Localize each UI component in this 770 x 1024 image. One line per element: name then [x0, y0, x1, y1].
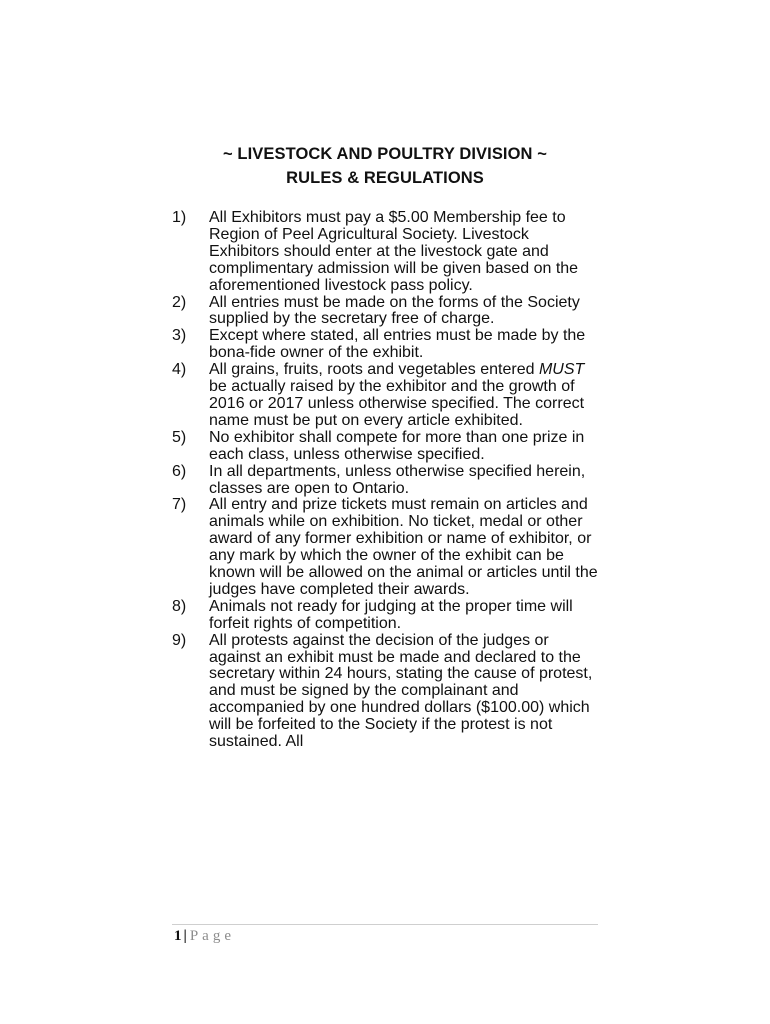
rule-number: 1): [172, 209, 187, 226]
rule-item: [172, 328, 602, 362]
rule-item: [172, 430, 602, 464]
rule-text: Except where stated, all entries must be made by the bona-fide owner of the exhibit.: [209, 327, 586, 362]
rule-number: 8): [172, 597, 187, 615]
page-label: Page: [189, 928, 235, 944]
rules-list: [172, 210, 602, 751]
rule-item: [172, 295, 602, 329]
rule-item: [172, 497, 602, 598]
rule-text: Animals not ready for judging at the proper time will forfeit rights of competition.: [209, 597, 573, 632]
page-footer: [174, 928, 235, 945]
footer-divider: [172, 924, 598, 925]
rule-text: All protests against the decision of the judges or against an exhibit must be made and declared to the secretary within 24 hours, stating the cause of protest, and must be signed by the complainant and accompanied by one hundred dollars ($100.00) which will be forfeited to the Society if the protest is not sustained. All: [209, 631, 593, 751]
rule-text: All Exhibitors must pay a $5.00 Membership fee to Region of Peel Agricultural Society. Livestock Exhibitors should enter at the livestock gate and complimentary admission will be given based on the aforementioned livestock pass policy.: [209, 209, 579, 294]
rule-emphasis: MUST: [538, 361, 585, 379]
rule-number: 9): [172, 631, 187, 649]
rule-text: No exhibitor shall compete for more than one prize in each class, unless otherwise specified.: [209, 428, 585, 463]
rule-number: 6): [172, 462, 187, 480]
rule-text-part: be actually raised by the exhibitor and the growth of 2016 or 2017 unless otherwise specified. The correct name must be put on every article exhibited.: [209, 378, 585, 429]
footer-separator: |: [183, 928, 187, 944]
section-subtitle: RULES & REGULATIONS: [286, 169, 484, 187]
rule-item: [172, 464, 602, 498]
rule-number: 7): [172, 496, 187, 514]
rule-text: All entry and prize tickets must remain on articles and animals while on exhibition. No ticket, medal or other award of any former exhibition or name of exhibitor, or any mark by which the owner of the exhibit can be known will be allowed on the animal or articles until the judges have completed their awards.: [209, 496, 598, 598]
rule-text: All entries must be made on the forms of the Society supplied by the secretary free of charge.: [209, 293, 580, 328]
rule-item: [172, 599, 602, 633]
page-number: 1: [174, 928, 182, 944]
rule-number: 4): [172, 361, 187, 379]
rule-number: 3): [172, 327, 187, 345]
rule-text: [209, 361, 584, 429]
rule-number: 2): [172, 293, 187, 311]
section-title: ~ LIVESTOCK AND POULTRY DIVISION ~: [223, 145, 547, 163]
rule-text-part: All grains, fruits, roots and vegetables entered: [209, 361, 539, 379]
rule-item: [172, 362, 602, 430]
rule-item: [172, 633, 602, 751]
rule-text: In all departments, unless otherwise specified herein, classes are open to Ontario.: [209, 462, 586, 497]
rule-item: [172, 210, 602, 295]
rule-number: 5): [172, 428, 187, 446]
